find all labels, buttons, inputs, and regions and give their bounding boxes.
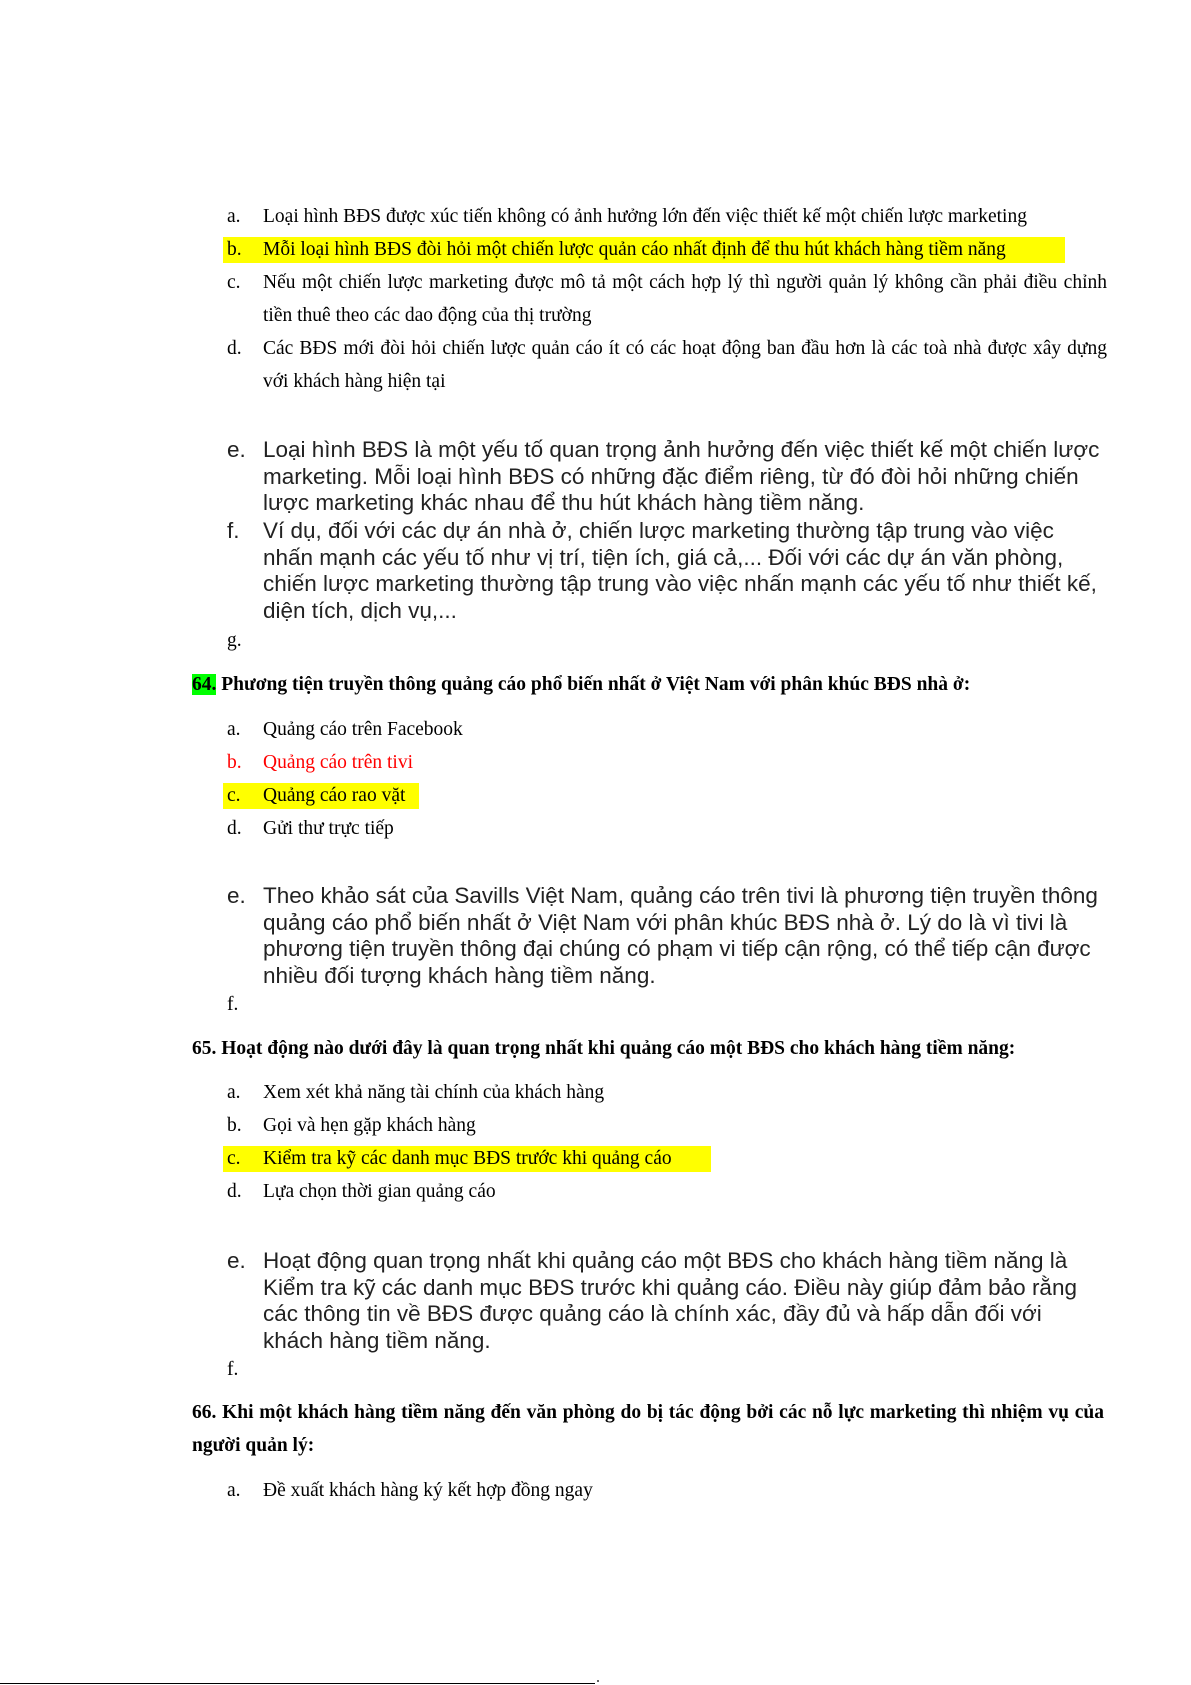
q64-title [192,668,970,701]
option-letter: e. [227,883,246,908]
option-letter: a. [227,1082,241,1103]
option-text: Quảng cáo rao vặt [263,785,406,806]
option-text: Mỗi loại hình BĐS đòi hỏi một chiến lược quản cáo nhất định để thu hút khách hàng tiềm năng [263,239,1006,260]
question-text: Phương tiện truyền thông quảng cáo phổ biến nhất ở Việt Nam với phân khúc BĐS nhà ở: [221,674,971,695]
q64-explanation-e [227,883,1107,989]
q66-title: 66. Khi một khách hàng tiềm năng đến văn phòng do bị tác động bởi các nỗ lực marketing thì nhiệm vụ của người quản lý: [192,1402,1104,1456]
explanation-text: Hoạt động quan trọng nhất khi quảng cáo một BĐS cho khách hàng tiềm năng là Kiểm tra kỹ các danh mục BĐS trước khi quảng cáo. Điều này giúp đảm bảo rằng các thông tin về BĐS được quảng cáo là chính xác, đầy đủ và hấp dẫn đối với khách hàng tiềm năng. [263,1248,1077,1353]
option-text: Gọi và hẹn gặp khách hàng [263,1115,476,1136]
explanation-text: Loại hình BĐS là một yếu tố quan trọng ảnh hưởng đến việc thiết kế một chiến lược marketing. Mỗi loại hình BĐS có những đặc điểm riêng, từ đó đòi hỏi những chiến lược marketing khác nhau để thu hút khách hàng tiềm năng. [263,437,1100,515]
option-letter: f. [227,518,240,543]
option-letter: c. [227,1148,241,1169]
option-text: Loại hình BĐS được xúc tiến không có ảnh hưởng lớn đến việc thiết kế một chiến lược marketing [263,206,1027,227]
option-text: Lựa chọn thời gian quảng cáo [263,1181,496,1202]
option-letter: b. [227,239,242,260]
option-letter: d. [227,338,242,359]
option-text: Gửi thư trực tiếp [263,818,394,839]
q63-option-c [227,266,1107,332]
option-text: Quảng cáo trên tivi [263,752,413,773]
q63-explanation-f [227,518,1107,624]
option-letter: b. [227,1115,242,1136]
option-letter: d. [227,818,242,839]
option-letter: e. [227,437,246,462]
option-letter: a. [227,206,241,227]
q65-title: 65. Hoạt động nào dưới đây là quan trọng nhất khi quảng cáo một BĐS cho khách hàng tiềm năng: [192,1038,1016,1059]
footnote-mark [597,1680,599,1682]
option-letter: e. [227,1248,246,1273]
q63-explanation-e [227,437,1107,517]
explanation-text: Theo khảo sát của Savills Việt Nam, quảng cáo trên tivi là phương tiện truyền thông quảng cáo phổ biến nhất ở Việt Nam với phân khúc BĐS nhà ở. Lý do là vì tivi là phương tiện truyền thông đại chúng có phạm vi tiếp cận rộng, có thể tiếp cận được nhiều đối tượng khách hàng tiềm năng. [263,883,1098,988]
option-text: Đề xuất khách hàng ký kết hợp đồng ngay [263,1480,593,1501]
option-letter: a. [227,719,241,740]
question-number: 64. [192,674,217,695]
q63-option-d [227,332,1107,398]
option-letter: a. [227,1480,241,1501]
option-text: Quảng cáo trên Facebook [263,719,463,740]
option-letter: c. [227,272,241,293]
option-text: Các BĐS mới đòi hỏi chiến lược quản cáo ít có các hoạt động ban đầu hơn là các toà nhà được xây dựng với khách hàng hiện tại [263,338,1107,392]
option-letter: f. [227,1359,239,1380]
option-text: Xem xét khả năng tài chính của khách hàng [263,1082,605,1103]
option-letter: f. [227,994,239,1015]
option-letter: g. [227,630,242,651]
option-letter: c. [227,785,241,806]
option-text: Kiểm tra kỹ các danh mục BĐS trước khi quảng cáo [263,1148,672,1169]
option-letter: b. [227,752,242,773]
option-letter: d. [227,1181,242,1202]
q65-explanation-e [227,1248,1107,1354]
explanation-text: Ví dụ, đối với các dự án nhà ở, chiến lược marketing thường tập trung vào việc nhấn mạnh các yếu tố như vị trí, tiện ích, giá cả,... Đối với các dự án văn phòng, chiến lược marketing thường tập trung vào việc nhấn mạnh các yếu tố như thiết kế, diện tích, dịch vụ,... [263,518,1097,623]
option-text: Nếu một chiến lược marketing được mô tả một cách hợp lý thì người quản lý không cần phải điều chỉnh tiền thuê theo các dao động của thị trường [263,272,1107,326]
footnote-separator [0,1683,595,1684]
